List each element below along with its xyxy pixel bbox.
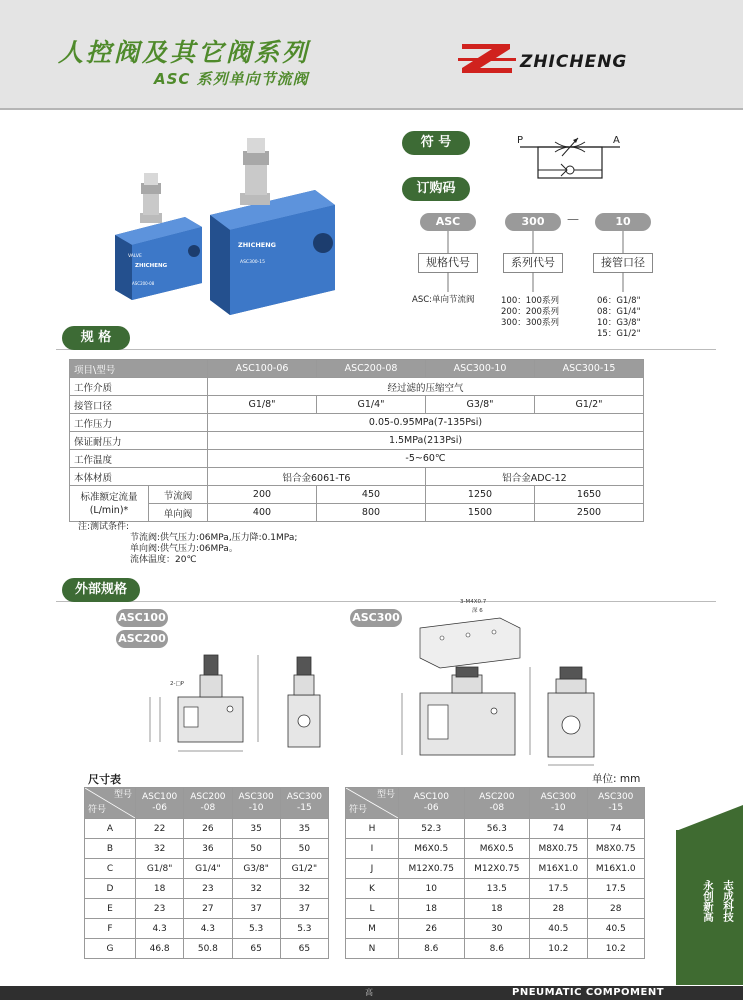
table-row [346,939,645,959]
spec-cell: 2500 [535,504,644,522]
dim-symbol: H [346,819,399,839]
dim-cell: 50 [280,839,328,859]
corner-code: 符号 [88,805,107,815]
port-item: 15：G1/2" [597,329,641,339]
asc100-200-drawing [130,645,340,763]
table-row [85,899,329,919]
model-name: ASC300 [598,792,634,802]
spec-label: 规 格 [62,326,130,350]
table-row [85,879,329,899]
spec-table [69,359,644,522]
model-name: ASC100 [141,792,178,802]
dim-cell: G1/8" [136,859,184,879]
series-item: 300：300系列 [501,318,559,328]
dim-left-body [85,819,329,959]
large-photo-model: ASC300-15 [240,260,266,265]
dim-symbol: F [85,919,136,939]
dim-symbol: N [346,939,399,959]
corner-model: 型号 [376,790,395,800]
spec-row-label: 保证耐压力 [70,432,208,450]
notes-title: 注:测试条件: [78,522,130,532]
dim-table-right [345,787,645,959]
spec-row-label: 节流阀 [149,486,208,504]
dim-cell: 17.5 [587,879,644,899]
code-asc: ASC [420,213,476,231]
series-item: 100：100系列 [501,296,559,306]
port-item: 08：G1/4" [597,307,641,317]
table-row [346,879,645,899]
dim-header [464,788,530,819]
side-tab-line2: 永创新高 [702,880,714,922]
dim-symbol: K [346,879,399,899]
spec-cell: 经过滤的压缩空气 [208,378,644,396]
main-title: 人控阀及其它阀系列 [58,38,311,67]
model-name: ASC300 [540,792,576,802]
model-suffix: -15 [608,803,624,813]
spec-cell: 1500 [426,504,535,522]
model-suffix: -15 [297,803,312,813]
dim-symbol: I [346,839,399,859]
dim-cell: M16X1.0 [530,859,587,879]
dim-cell: M6X0.5 [399,839,465,859]
code-dash: — [567,212,579,226]
series-code-box: 系列代号 [503,253,563,273]
product-photo [110,135,340,315]
side-tab-text [684,880,738,970]
spec-row-label: 接管口径 [70,396,208,414]
dim-right-body [346,819,645,959]
notes-line: 单向阀:供气压力:06MPa。 [130,544,238,554]
spec-header-model: ASC100-06 [208,360,317,378]
dim-cell: 74 [587,819,644,839]
model-name: ASC200 [190,792,226,802]
dim-cell: 26 [184,819,232,839]
spec-cell: 铝合金ADC-12 [426,468,644,486]
dim-header [399,788,465,819]
section-divider [56,349,716,350]
dim-cell: 40.5 [530,919,587,939]
external-label: 外部规格 [62,578,140,602]
table-row [85,859,329,879]
spec-cell: 铝合金6061-T6 [208,468,426,486]
port-item: 10：G3/8" [597,318,641,328]
spec-cell: 1250 [426,486,535,504]
spec-cell: 400 [208,504,317,522]
table-row [85,839,329,859]
dim-header [232,788,280,819]
dim-cell: 46.8 [136,939,184,959]
dim-cell: 37 [232,899,280,919]
table-row [346,819,645,839]
dim-corner [85,788,136,819]
model-suffix: -06 [423,803,439,813]
spec-row-label: 本体材质 [70,468,208,486]
dim-cell: 23 [184,879,232,899]
code-10: 10 [595,213,651,231]
symbol-label: 符 号 [402,131,470,155]
spec-cell: -5~60℃ [208,450,644,468]
footer-page-mark: 高 [365,988,373,997]
port-size-box: 接管口径 [593,253,653,273]
footer-text: PNEUMATIC COMPOMENT [512,987,665,998]
table-row [346,839,645,859]
table-row [85,819,329,839]
spec-cell: G1/4" [317,396,426,414]
corner-model: 型号 [113,790,132,800]
dim-header [184,788,232,819]
dim-cell: 65 [232,939,280,959]
dim-cell: M12X0.75 [399,859,465,879]
dim-cell: 5.3 [280,919,328,939]
dim-symbol: B [85,839,136,859]
valve-symbol-icon [515,132,625,184]
dim-cell: M8X0.75 [530,839,587,859]
dim-cell: 22 [136,819,184,839]
port-item: 06：G1/8" [597,296,641,306]
drawing-depth-note: 深 6 [472,608,483,614]
model-suffix: -08 [200,803,216,813]
dim-cell: 17.5 [530,879,587,899]
dim-cell: 35 [280,819,328,839]
table-row [85,919,329,939]
dim-cell: 10.2 [530,939,587,959]
order-code-label: 订购码 [402,177,470,201]
port-p-label: P [517,135,524,146]
model-name: ASC300 [286,792,323,802]
flow-label-2: (L/min)* [89,504,129,516]
dim-header [530,788,587,819]
dim-cell: M16X1.0 [587,859,644,879]
sub-title: ASC 系列单向节流阀 [154,70,309,88]
dim-symbol: J [346,859,399,879]
spec-cell: G3/8" [426,396,535,414]
dim-table-left [84,787,329,959]
dim-cell: 8.6 [464,939,530,959]
dim-cell: 56.3 [464,819,530,839]
dim-cell: 32 [232,879,280,899]
asc-description: ASC:单向节流阀 [412,295,475,305]
spec-row-label: 单向阀 [149,504,208,522]
dim-cell: 18 [464,899,530,919]
spec-cell: 200 [208,486,317,504]
dim-header [587,788,644,819]
dim-cell: 5.3 [232,919,280,939]
dim-cell: 26 [399,919,465,939]
notes-line: 流体温度：20℃ [130,555,197,565]
dim-cell: 37 [280,899,328,919]
table-row [346,899,645,919]
model-suffix: -10 [248,803,264,813]
spec-cell: 0.05-0.95MPa(7-135Psi) [208,414,644,432]
dim-symbol: C [85,859,136,879]
asc100-tag: ASC100 [116,609,168,627]
dim-cell: 50 [232,839,280,859]
dimension-title: 尺寸表 [88,773,121,786]
dim-cell: 35 [232,819,280,839]
test-notes [78,522,297,566]
notes-line: 节流阀:供气压力:06MPa,压力降:0.1MPa; [130,533,298,543]
dim-header [136,788,184,819]
spec-code-box: 规格代号 [418,253,478,273]
dim-cell: 32 [136,839,184,859]
spec-cell: G1/2" [535,396,644,414]
spec-header-model: ASC200-08 [317,360,426,378]
dim-cell: 74 [530,819,587,839]
dim-symbol: L [346,899,399,919]
table-row [346,859,645,879]
model-name: ASC100 [413,792,449,802]
dim-cell: G3/8" [232,859,280,879]
model-suffix: -06 [152,803,167,813]
corner-code: 符号 [349,805,368,815]
spec-row-label: 工作温度 [70,450,208,468]
table-row [85,939,329,959]
dim-cell: 30 [464,919,530,939]
small-photo-model: ASC200-08 [132,281,155,286]
dim-cell: 4.3 [136,919,184,939]
dim-cell: 10.2 [587,939,644,959]
spec-cell: G1/8" [208,396,317,414]
dim-header [280,788,328,819]
dim-cell: 18 [136,879,184,899]
spec-header-model: ASC300-10 [426,360,535,378]
spec-row-label: 工作介质 [70,378,208,396]
small-photo-tag: VALVE [128,254,142,259]
drawing-thread-note: 3-M4X0.7 [460,599,487,605]
table-row [346,919,645,939]
port-a-label: A [613,135,620,146]
dim-cell: 52.3 [399,819,465,839]
dim-cell: M6X0.5 [464,839,530,859]
asc300-drawing [390,593,660,773]
series-item: 200：200系列 [501,307,559,317]
large-photo-label: ZHICHENG [238,241,276,249]
dim-cell: 13.5 [464,879,530,899]
dim-cell: 10 [399,879,465,899]
spec-cell: 1650 [535,486,644,504]
dim-cell: 4.3 [184,919,232,939]
asc200-tag: ASC200 [116,630,168,648]
spec-header-model: ASC300-15 [535,360,644,378]
brand-logo-icon [458,40,516,76]
order-code-connectors-lower [420,272,660,294]
dim-cell: 28 [530,899,587,919]
dim-cell: 65 [280,939,328,959]
model-name: ASC200 [479,792,515,802]
spec-cell: 800 [317,504,426,522]
dimension-unit: 单位: mm [592,773,641,785]
dim-cell: 8.6 [399,939,465,959]
dim-cell: 40.5 [587,919,644,939]
dim-symbol: D [85,879,136,899]
code-300: 300 [505,213,561,231]
dim-corner [346,788,399,819]
flow-rate-label [70,486,149,522]
drawing-port-note: 2-□P [170,681,184,687]
dim-cell: 36 [184,839,232,859]
spec-row-label: 工作压力 [70,414,208,432]
dim-cell: M8X0.75 [587,839,644,859]
flow-label-1: 标准额定流量 [80,491,138,503]
dim-cell: 28 [587,899,644,919]
spec-cell: 450 [317,486,426,504]
brand-name: ZHICHENG [520,52,628,72]
asc300-tag: ASC300 [350,609,402,627]
side-tab-notch [676,805,743,831]
dim-symbol: G [85,939,136,959]
dim-cell: 32 [280,879,328,899]
model-suffix: -08 [489,803,505,813]
model-name: ASC300 [238,792,274,802]
dim-cell: 18 [399,899,465,919]
order-code-connectors [420,231,660,255]
dim-cell: G1/2" [280,859,328,879]
dim-cell: G1/4" [184,859,232,879]
dim-cell: 23 [136,899,184,919]
model-suffix: -10 [550,803,566,813]
dim-symbol: M [346,919,399,939]
dim-symbol: E [85,899,136,919]
dim-cell: M12X0.75 [464,859,530,879]
dim-cell: 50.8 [184,939,232,959]
side-tab-line1: 志成科技 [722,880,734,922]
small-photo-label: ZHICHENG [135,263,168,269]
spec-header-item: 项目\型号 [70,360,208,378]
dim-symbol: A [85,819,136,839]
dim-cell: 27 [184,899,232,919]
spec-cell: 1.5MPa(213Psi) [208,432,644,450]
